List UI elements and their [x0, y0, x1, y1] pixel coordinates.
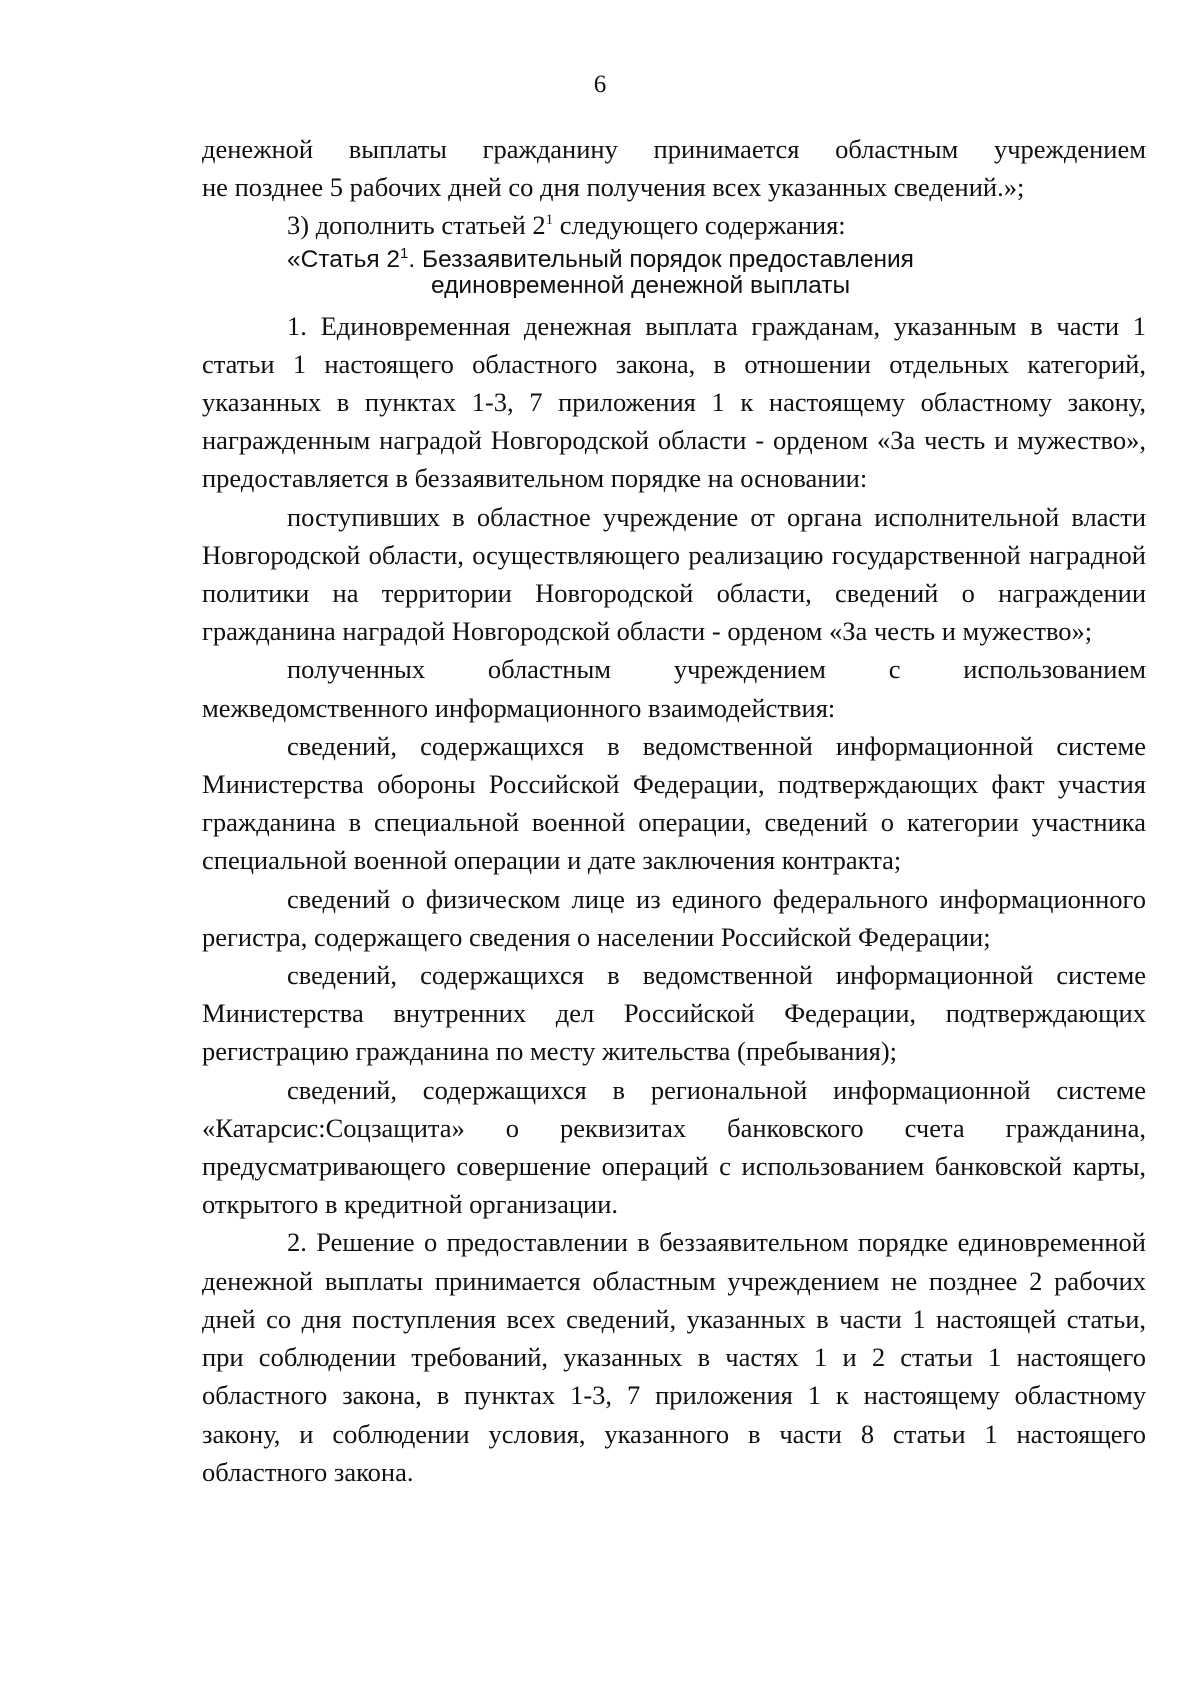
page-number: 6 — [593, 71, 607, 98]
paragraph-defense-ministry: сведений, содержащихся в ведомственной информационной системе Министерства обороны Российской Федерации, подтверждающих факт участия гражданина в специальной военной операции, сведений о категории участника специальной военной операции и дате заключения контракта; — [202, 730, 1146, 876]
article-heading — [202, 244, 1146, 299]
article-heading-line-1 — [202, 244, 1146, 273]
paragraph-part-2: 2. Решение о предоставлении в беззаявительном порядке единовременной денежной выплаты принимается областным учреждением не позднее 2 рабочих дней со дня поступления всех сведений, указанных в части 1 настоящей статьи, при соблюдении требований, указанных в частях 1 и 2 статьи 1 настоящего областного закона, в пунктах 1-3, 7 приложения 1 к настоящему областному закону, и соблюдении условия, указанного в части 8 статьи 1 настоящего областного закона. — [202, 1227, 1146, 1487]
continuation-line-2: не позднее 5 рабочих дней со дня получения всех указанных сведений.»; — [202, 172, 1025, 203]
article-heading-title: . Беззаявительный порядок предоставления — [408, 245, 914, 273]
article-heading-superscript: 1 — [400, 244, 409, 262]
paragraph-part-1: 1. Единовременная денежная выплата гражданам, указанным в части 1 статьи 1 настоящего областного закона, в отношении отдельных категорий, указанных в пунктах 1-3, 7 приложения 1 к настоящему областному закону, награжденным наградой Новгородской области - орденом «За честь и мужество», предоставляется в беззаявительном порядке на основании: — [202, 310, 1146, 494]
amendment-superscript: 1 — [545, 212, 554, 229]
continuation-line-1: денежной выплаты гражданину принимается областным учреждением — [202, 134, 1146, 164]
paragraph-interagency: полученных областным учреждением с использованием межведомственного информационного взаимодействия: — [202, 654, 1146, 723]
paragraph-federal-register: сведений о физическом лице из единого федерального информационного регистра, содержащего сведения о населении Российской Федерации; — [202, 883, 1146, 952]
document-body — [202, 130, 1146, 1491]
paragraph-interior-ministry: сведений, содержащихся в ведомственной информационной системе Министерства внутренних дел Российской Федерации, подтверждающих регистрацию гражданина по месту жительства (пребывания); — [202, 960, 1146, 1067]
article-heading-line-2: единовременной денежной выплаты — [431, 271, 851, 299]
amendment-text-before: 3) дополнить статьей 2 — [287, 210, 546, 241]
paragraph-award-info: поступивших в областное учреждение от органа исполнительной власти Новгородской области, осуществляющего реализацию государственной наградной политики на территории Новгородской области, сведений о награждении гражданина наградой Новгородской области - орденом «За честь и мужество»; — [202, 501, 1146, 647]
amendment-item-3 — [202, 206, 1146, 244]
article-heading-prefix: «Статья 2 — [287, 245, 401, 273]
paragraph-katarsis-system: сведений, содержащихся в региональной информационной системе «Катарсис:Соцзащита» о реквизитах банковского счета гражданина, предусматривающего совершение операций с использованием банковской карты, открытого в кредитной организации. — [202, 1074, 1146, 1220]
amendment-text-after: следующего содержания: — [553, 210, 846, 241]
